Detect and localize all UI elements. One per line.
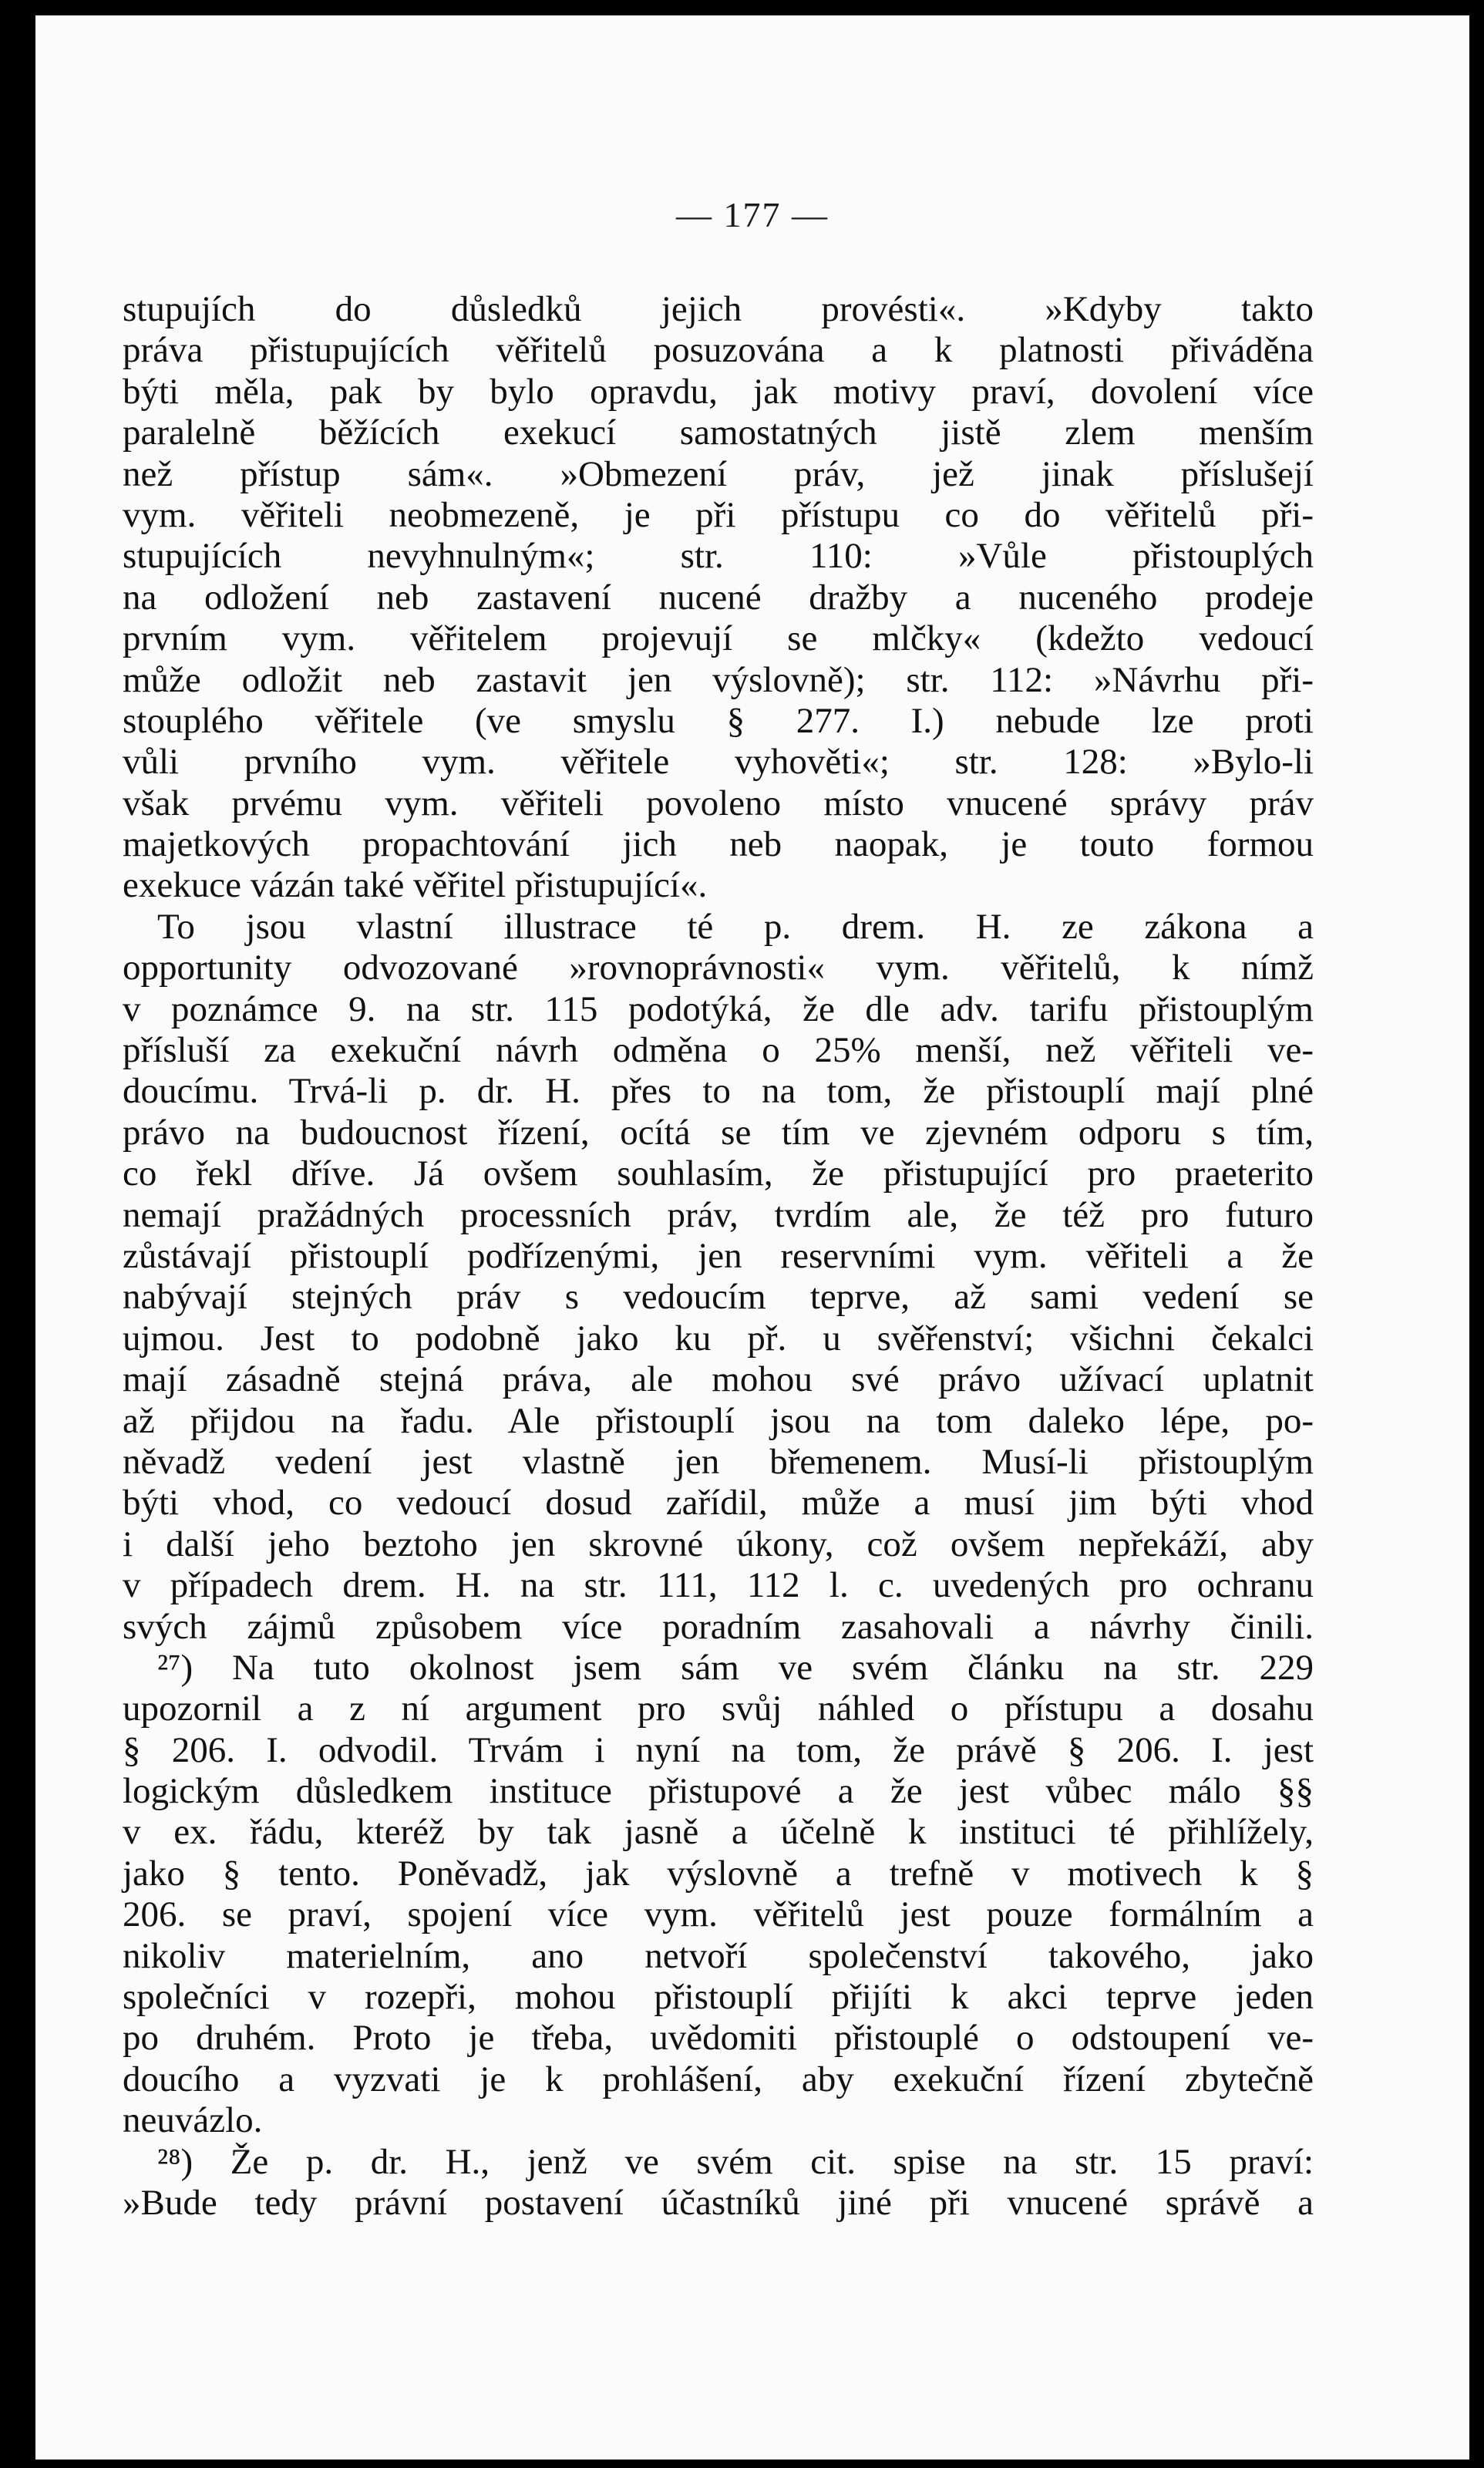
text-line: To jsou vlastní illustrace té p. drem. H. ze zákona a xyxy=(157,906,1314,947)
text-line: upozornil a z ní argument pro svůj náhled o přístupu a dosahu xyxy=(123,1689,1314,1729)
footnote-28: ²⁸) Že p. dr. H., jenž ve svém cit. spise na str. 15 praví: xyxy=(157,2141,1314,2182)
text-line: přísluší za exekuční návrh odměna o 25% menší, než věřiteli ve- xyxy=(123,1030,1314,1071)
text-line: logickým důsledkem instituce přistupové a že jest vůbec málo §§ xyxy=(123,1771,1314,1812)
text-line: vym. věřiteli neobmezeně, je při přístupu co do věřitelů při- xyxy=(123,494,1314,535)
text-line: prvním vym. věřitelem projevují se mlčky« (kdežto vedoucí xyxy=(123,618,1314,659)
text-line: společníci v rozepři, mohou přistouplí přijíti k akci teprve jeden xyxy=(123,1977,1314,2018)
text-line: býti vhod, co vedoucí dosud zařídil, může a musí jim býti vhod xyxy=(123,1483,1314,1524)
text-line: i další jeho beztoho jen skrovné úkony, což ovšem nepřekáží, aby xyxy=(123,1524,1314,1564)
text-line: exekuce vázán také věřitel přistupující«. xyxy=(123,865,708,906)
text-line: na odložení neb zastavení nucené dražby a nuceného prodeje xyxy=(123,577,1314,618)
text-line: majetkových propachtování jich neb naopak, je touto formou xyxy=(123,824,1314,865)
text-line: stouplého věřitele (ve smyslu § 277. I.) nebude lze proti xyxy=(123,700,1314,741)
text-line: může odložit neb zastavit jen výslovně); str. 112: »Návrhu při- xyxy=(123,659,1314,700)
text-line: ujmou. Jest to podobně jako ku př. u svěřenství; všichni čekalci xyxy=(123,1318,1314,1359)
text-line: co řekl dříve. Já ovšem souhlasím, že přistupující pro praeterito xyxy=(123,1153,1314,1194)
text-line: 206. se praví, spojení více vym. věřitelů jest pouze formálním a xyxy=(123,1894,1314,1935)
text-line: něvadž vedení jest vlastně jen břemenem. Musí-li přistouplým xyxy=(123,1441,1314,1482)
text-line: paralelně běžících exekucí samostatných jistě zlem menším xyxy=(123,412,1314,453)
text-line: vůli prvního vym. věřitele vyhověti«; str. 128: »Bylo-li xyxy=(123,742,1314,783)
text-line: stupujících nevyhnulným«; str. 110: »Vůle přistouplých xyxy=(123,536,1314,577)
text-line: stupujích do důsledků jejich provésti«. »Kdyby takto xyxy=(123,289,1314,329)
page-number: — 177 — xyxy=(676,195,829,234)
text-line: práva přistupujících věřitelů posuzována a k platnosti přiváděna xyxy=(123,330,1314,371)
text-line: po druhém. Proto je třeba, uvědomiti přistouplé o odstoupení ve- xyxy=(123,2018,1314,2059)
text-line: »Bude tedy právní postavení účastníků jiné při vnucené správě a xyxy=(123,2182,1314,2223)
text-line: neuvázlo. xyxy=(123,2100,263,2141)
text-line: zůstávají přistouplí podřízenými, jen reservními vym. věřiteli a že xyxy=(123,1235,1314,1276)
text-line: v ex. řádu, kteréž by tak jasně a účelně k instituci té přihlížely, xyxy=(123,1812,1314,1853)
text-line: nikoliv materielním, ano netvoří společenství takového, jako xyxy=(123,1935,1314,1976)
text-line: jako § tento. Poněvadž, jak výslovně a trefně v motivech k § xyxy=(123,1853,1314,1894)
text-line: než přístup sám«. »Obmezení práv, jež jinak příslušejí xyxy=(123,453,1314,494)
text-line: svých zájmů způsobem více poradním zasahovali a návrhy činili. xyxy=(123,1606,1314,1647)
text-line: nemají pražádných processních práv, tvrdím ale, že též pro futuro xyxy=(123,1194,1314,1235)
text-line: v poznámce 9. na str. 115 podotýká, že dle adv. tarifu přistouplým xyxy=(123,988,1314,1029)
text-line: doucímu. Trvá-li p. dr. H. přes to na tom, že přistouplí mají plné xyxy=(123,1071,1314,1112)
text-line: právo na budoucnost řízení, ocítá se tím ve zjevném odporu s tím, xyxy=(123,1112,1314,1153)
text-line: v případech drem. H. na str. 111, 112 l. c. uvedených pro ochranu xyxy=(123,1565,1314,1606)
text-line: § 206. I. odvodil. Trvám i nyní na tom, že právě § 206. I. jest xyxy=(123,1729,1314,1770)
footnote-27: ²⁷) Na tuto okolnost jsem sám ve svém článku na str. 229 xyxy=(157,1647,1314,1688)
text-line: opportunity odvozované »rovnoprávnosti« vym. věřitelů, k nímž xyxy=(123,948,1314,988)
text-line: doucího a vyzvati je k prohlášení, aby exekuční řízení zbytečně xyxy=(123,2059,1314,2099)
body-text xyxy=(123,289,1314,2224)
text-line: až přijdou na řadu. Ale přistouplí jsou na tom daleko lépe, po- xyxy=(123,1400,1314,1441)
text-line: mají zásadně stejná práva, ale mohou své právo užívací uplatnit xyxy=(123,1359,1314,1400)
book-page xyxy=(35,15,1469,2460)
text-line: nabývají stejných práv s vedoucím teprve, až sami vedení se xyxy=(123,1277,1314,1318)
text-line: býti měla, pak by bylo opravdu, jak motivy praví, dovolení více xyxy=(123,371,1314,412)
text-line: však prvému vym. věřiteli povoleno místo vnucené správy práv xyxy=(123,783,1314,823)
